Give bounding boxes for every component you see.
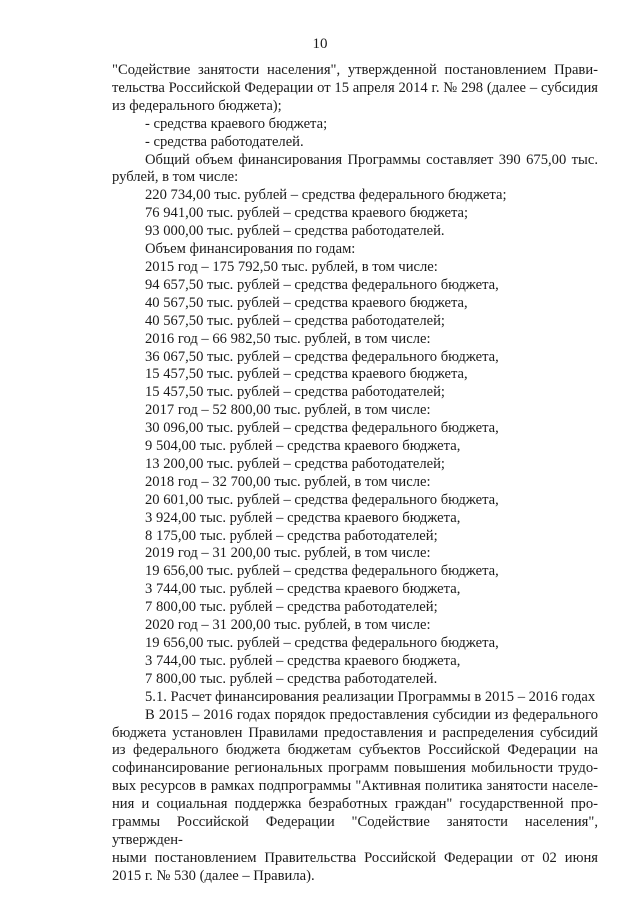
text-line: 30 096,00 тыс. рублей – средства федерального бюджета, bbox=[145, 420, 499, 437]
text-line: - средства работодателей. bbox=[145, 133, 304, 150]
text-line: бюджета установлен Правилами предоставления и распределения субсидий bbox=[112, 724, 598, 741]
text-line: 94 657,50 тыс. рублей – средства федерального бюджета, bbox=[145, 276, 499, 293]
text-line: 76 941,00 тыс. рублей – средства краевого бюджета; bbox=[145, 205, 469, 222]
text-line: граммы Российской Федерации "Содействие занятости населения", утвержден- bbox=[112, 814, 598, 848]
text-line: 20 601,00 тыс. рублей – средства федерального бюджета, bbox=[145, 491, 499, 508]
text-line: 2020 год – 31 200,00 тыс. рублей, в том числе: bbox=[145, 617, 431, 634]
text-line: 8 175,00 тыс. рублей – средства работодателей; bbox=[145, 527, 438, 544]
text-line: - средства краевого бюджета; bbox=[145, 115, 328, 132]
text-line: из федерального бюджета бюджетам субъектов Российской Федерации на bbox=[112, 742, 598, 759]
text-line: вых ресурсов в рамках подпрограммы "Активная политика занятости населе- bbox=[112, 778, 598, 795]
text-line: 40 567,50 тыс. рублей – средства работодателей; bbox=[145, 312, 445, 329]
text-line: рублей, в том числе: bbox=[112, 169, 239, 186]
text-line: 2015 г. № 530 (далее – Правила). bbox=[112, 867, 315, 884]
text-line: Общий объем финансирования Программы составляет 390 675,00 тыс. bbox=[145, 151, 598, 168]
text-line: 220 734,00 тыс. рублей – средства федерального бюджета; bbox=[145, 187, 507, 204]
text-line: 36 067,50 тыс. рублей – средства федерального бюджета, bbox=[145, 348, 499, 365]
text-line: Объем финансирования по годам: bbox=[145, 241, 356, 258]
text-line: 15 457,50 тыс. рублей – средства краевого бюджета, bbox=[145, 366, 468, 383]
text-line: 13 200,00 тыс. рублей – средства работодателей; bbox=[145, 455, 445, 472]
text-line: 7 800,00 тыс. рублей – средства работодателей; bbox=[145, 599, 438, 616]
text-line: 5.1. Расчет финансирования реализации Программы в 2015 – 2016 годах bbox=[145, 688, 596, 705]
text-line: тельства Российской Федерации от 15 апреля 2014 г. № 298 (далее – субсидия bbox=[112, 79, 598, 96]
text-line: софинансирование региональных программ повышения мобильности трудо- bbox=[112, 760, 598, 777]
text-line: 7 800,00 тыс. рублей – средства работодателей. bbox=[145, 670, 438, 687]
text-line: 3 924,00 тыс. рублей – средства краевого бюджета, bbox=[145, 509, 461, 526]
text-line: 2017 год – 52 800,00 тыс. рублей, в том числе: bbox=[145, 402, 431, 419]
document-body bbox=[112, 62, 598, 886]
text-line: 9 504,00 тыс. рублей – средства краевого бюджета, bbox=[145, 438, 461, 455]
text-line: 19 656,00 тыс. рублей – средства федерального бюджета, bbox=[145, 635, 499, 651]
page-number: 10 bbox=[312, 36, 328, 52]
text-line: 2016 год – 66 982,50 тыс. рублей, в том числе: bbox=[145, 330, 431, 347]
text-line: 40 567,50 тыс. рублей – средства краевого бюджета, bbox=[145, 294, 468, 311]
text-line: из федерального бюджета); bbox=[112, 97, 282, 114]
text-line: В 2015 – 2016 годах порядок предоставления субсидии из федерального bbox=[145, 706, 598, 723]
text-line: 15 457,50 тыс. рублей – средства работодателей; bbox=[145, 384, 445, 401]
text-line: ния и социальная поддержка безработных граждан" государственной про- bbox=[112, 796, 598, 813]
text-line: "Содействие занятости населения", утвержденной постановлением Прави- bbox=[112, 62, 598, 78]
text-line: 2019 год – 31 200,00 тыс. рублей, в том числе: bbox=[145, 545, 431, 562]
text-line: ными постановлением Правительства Российской Федерации от 02 июня bbox=[112, 849, 598, 866]
text-line: 3 744,00 тыс. рублей – средства краевого бюджета, bbox=[145, 581, 461, 598]
text-line: 93 000,00 тыс. рублей – средства работодателей. bbox=[145, 223, 445, 240]
text-line: 2018 год – 32 700,00 тыс. рублей, в том числе: bbox=[145, 473, 431, 490]
text-line: 3 744,00 тыс. рублей – средства краевого бюджета, bbox=[145, 652, 461, 669]
text-line: 2015 год – 175 792,50 тыс. рублей, в том числе: bbox=[145, 258, 438, 275]
text-line: 19 656,00 тыс. рублей – средства федерального бюджета, bbox=[145, 563, 499, 580]
